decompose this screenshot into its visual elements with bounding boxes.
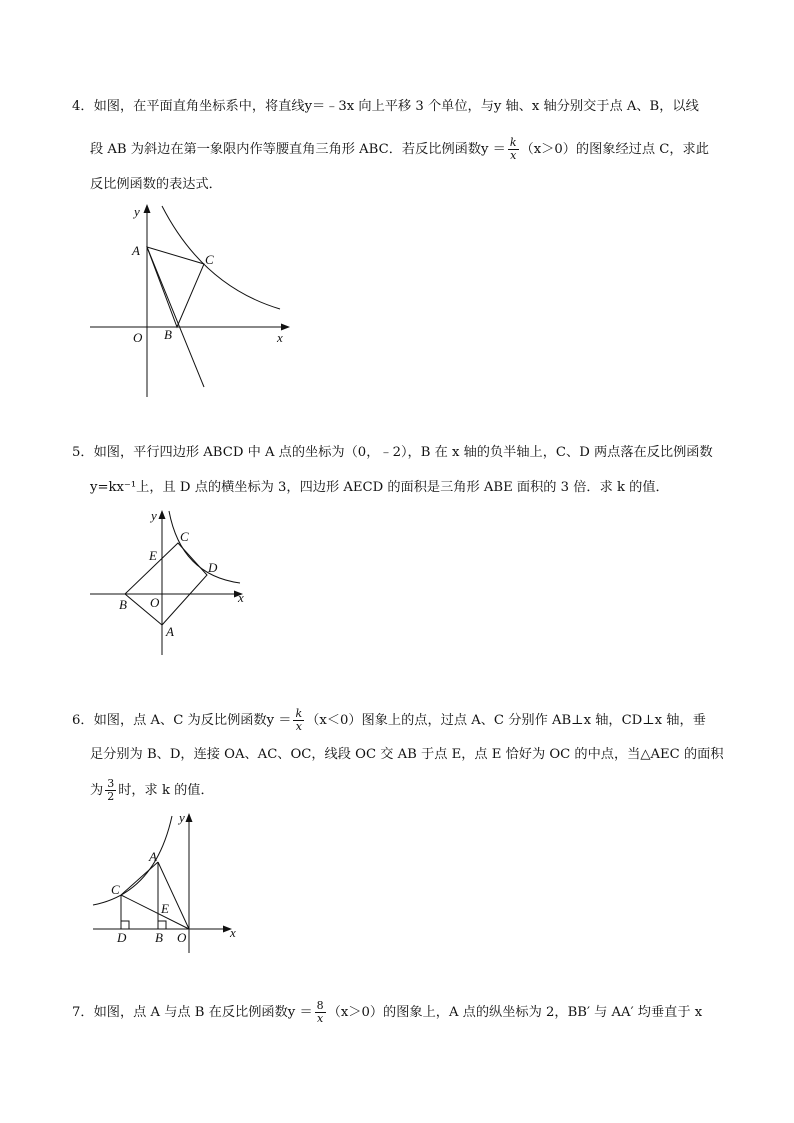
y-label: y — [179, 810, 185, 825]
problem-4-line-2 — [90, 137, 709, 162]
fraction-denominator: x — [508, 149, 519, 162]
point-e-label: E — [161, 901, 169, 916]
y-axis-arrow-icon — [144, 204, 151, 213]
fraction-numerator: k — [509, 136, 517, 149]
hyperbola-curve — [93, 816, 172, 905]
point-a-label: A — [149, 849, 157, 864]
segment-ac — [121, 862, 158, 895]
fraction-denominator: 2 — [107, 790, 115, 803]
fraction-3-over-2 — [105, 778, 116, 803]
problem-4-line-2-post: （x＞0）的图象经过点 C，求此 — [520, 142, 709, 157]
point-c-label: C — [205, 252, 214, 267]
problem-5-line-2: y=kx⁻¹上，且 D 点的横坐标为 3，四边形 AECD 的面积是三角形 ABE 面积的 3 倍．求 k 的值． — [90, 480, 669, 495]
segment-oa — [158, 862, 189, 929]
fraction-k-over-x — [508, 137, 519, 162]
point-c-label: C — [180, 529, 189, 544]
hyperbola-curve — [162, 206, 280, 309]
point-b-label: B — [119, 597, 127, 612]
fraction-k-over-x — [293, 708, 304, 733]
problem-6-line-3-pre: 为 — [90, 783, 104, 798]
segment-oc — [121, 895, 189, 929]
fraction-denominator: x — [293, 720, 304, 733]
problem-6-line-3-post: 时，求 k 的值． — [118, 783, 214, 798]
figure-6 — [85, 808, 245, 958]
point-e-label: E — [149, 548, 157, 563]
problem-6-line-2: 足分别为 B、D，连接 OA、AC、OC，线段 OC 交 AB 于点 E，点 E 恰好为 OC 的中点，当△AEC 的面积 — [90, 747, 724, 762]
y-label: y — [134, 204, 140, 219]
problem-6-line-3 — [90, 778, 214, 803]
fraction-denominator: x — [315, 1012, 326, 1025]
origin-label: O — [133, 330, 143, 345]
point-b-label: B — [164, 327, 172, 342]
figure-4 — [85, 200, 295, 405]
fraction-8-over-x — [315, 1000, 326, 1025]
fraction-numerator: k — [295, 707, 303, 720]
origin-label: O — [150, 595, 160, 610]
x-label: x — [277, 330, 283, 345]
problem-7-line-1-post: （x＞0）的图象上，A 点的纵坐标为 2，BB′ 与 AA′ 均垂直于 x — [327, 1005, 703, 1020]
problem-4-line-2-pre: 段 AB 为斜边在第一象限内作等腰直角三角形 ABC．若反比例函数y ＝ — [90, 142, 506, 157]
fraction-numerator: 8 — [316, 999, 324, 1012]
problem-5-line-1: 5．如图，平行四边形 ABCD 中 A 点的坐标为（0，﹣2），B 在 x 轴的负半轴上，C、D 两点落在反比例函数 — [72, 445, 713, 460]
point-b-label: B — [155, 930, 163, 945]
parallelogram-abcd — [125, 543, 207, 625]
right-angle-mark-b — [158, 921, 166, 929]
right-angle-mark-d — [121, 921, 129, 929]
origin-label: O — [177, 930, 187, 945]
y-label: y — [151, 508, 157, 523]
point-c-label: C — [111, 882, 120, 897]
point-d-label: D — [208, 560, 218, 575]
x-label: x — [238, 590, 244, 605]
figure-5 — [85, 505, 255, 660]
point-a-label: A — [132, 243, 140, 258]
point-d-label: D — [117, 930, 127, 945]
problem-4-line-3: 反比例函数的表达式． — [90, 177, 222, 192]
problem-7-line-1-pre: 7．如图，点 A 与点 B 在反比例函数y ＝ — [72, 1005, 313, 1020]
point-a-label: A — [166, 624, 174, 639]
x-label: x — [230, 925, 236, 940]
problem-6-line-1 — [72, 708, 706, 733]
y-axis-arrow-icon — [159, 510, 166, 519]
fraction-numerator: 3 — [107, 777, 115, 790]
problem-6-line-1-post: （x＜0）图象上的点，过点 A、C 分别作 AB⊥x 轴，CD⊥x 轴，垂 — [306, 713, 706, 728]
shifted-line — [147, 247, 204, 387]
triangle-abc — [147, 247, 204, 327]
y-axis-arrow-icon — [186, 813, 193, 822]
problem-4-line-1: 4．如图，在平面直角坐标系中，将直线y＝﹣3x 向上平移 3 个单位，与y 轴、x 轴分别交于点 A、B，以线 — [72, 99, 699, 114]
problem-6-line-1-pre: 6．如图，点 A、C 为反比例函数y ＝ — [72, 713, 292, 728]
problem-7-line-1 — [72, 1000, 702, 1025]
